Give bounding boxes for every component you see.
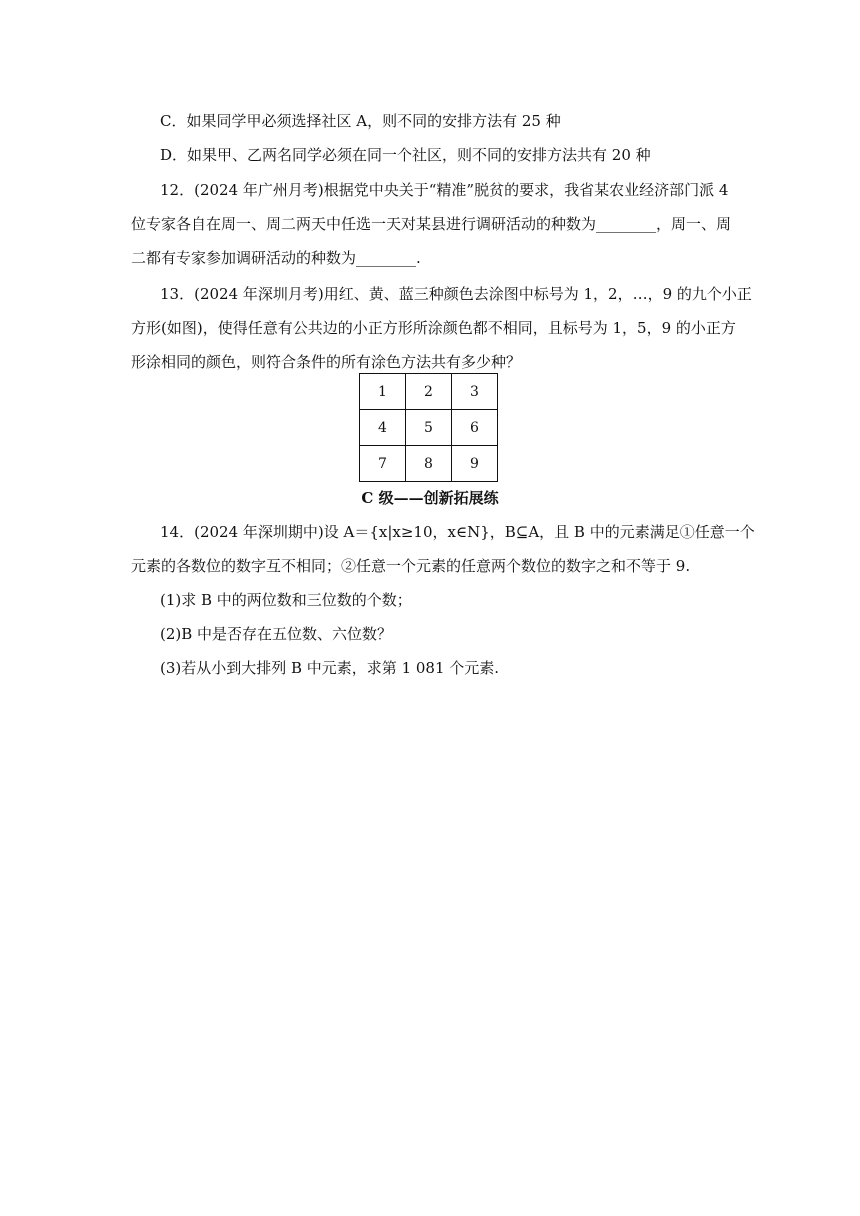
question-14-line-1: 14．(2024 年深圳期中)设 A＝{x|x≥10，x∈N}，B⊆A，且 B 中的元素满足①任意一个 — [160, 523, 755, 541]
question-14-part-2: (2)B 中是否存在五位数、六位数？ — [160, 625, 393, 643]
grid-row — [360, 446, 498, 482]
grid-row — [360, 374, 498, 410]
question-13-line-1: 13．(2024 年深圳月考)用红、黄、蓝三种颜色去涂图中标号为 1，2，…，9 的九个小正 — [160, 285, 752, 303]
grid-cell: 9 — [452, 446, 498, 482]
grid-cell: 2 — [406, 374, 452, 410]
question-12-line-2: 位专家各自在周一、周二两天中任选一天对某县进行调研活动的种数为________，周一、周 — [131, 215, 732, 233]
grid-cell: 6 — [452, 410, 498, 446]
grid-cell: 8 — [406, 446, 452, 482]
grid-row — [360, 410, 498, 446]
question-14-part-1: (1)求 B 中的两位数和三位数的个数； — [160, 591, 412, 609]
question-14-part-3: (3)若从小到大排列 B 中元素，求第 1 081 个元素. — [160, 659, 500, 677]
grid-cell: 3 — [452, 374, 498, 410]
grid-cell: 5 — [406, 410, 452, 446]
section-title: C 级——创新拓展练 — [361, 489, 499, 507]
grid-cell: 1 — [360, 374, 406, 410]
grid-cell: 4 — [360, 410, 406, 446]
question-13-line-2: 方形(如图)，使得任意有公共边的小正方形所涂颜色都不相同，且标号为 1，5，9 的小正方 — [131, 319, 736, 337]
question-c-option: C．如果同学甲必须选择社区 A，则不同的安排方法有 25 种 — [160, 112, 561, 130]
question-12-line-3: 二都有专家参加调研活动的种数为________. — [131, 249, 421, 267]
question-14-line-2: 元素的各数位的数字互不相同；②任意一个元素的任意两个数位的数字之和不等于 9. — [131, 557, 691, 575]
question-12-line-1: 12．(2024 年广州月考)根据党中央关于“精准”脱贫的要求，我省某农业经济部门派 4 — [160, 181, 729, 199]
question-13-line-3: 形涂相同的颜色，则符合条件的所有涂色方法共有多少种？ — [131, 353, 522, 371]
question-d-option: D．如果甲、乙两名同学必须在同一个社区，则不同的安排方法共有 20 种 — [160, 146, 651, 164]
grid-cell: 7 — [360, 446, 406, 482]
number-grid — [359, 373, 498, 482]
